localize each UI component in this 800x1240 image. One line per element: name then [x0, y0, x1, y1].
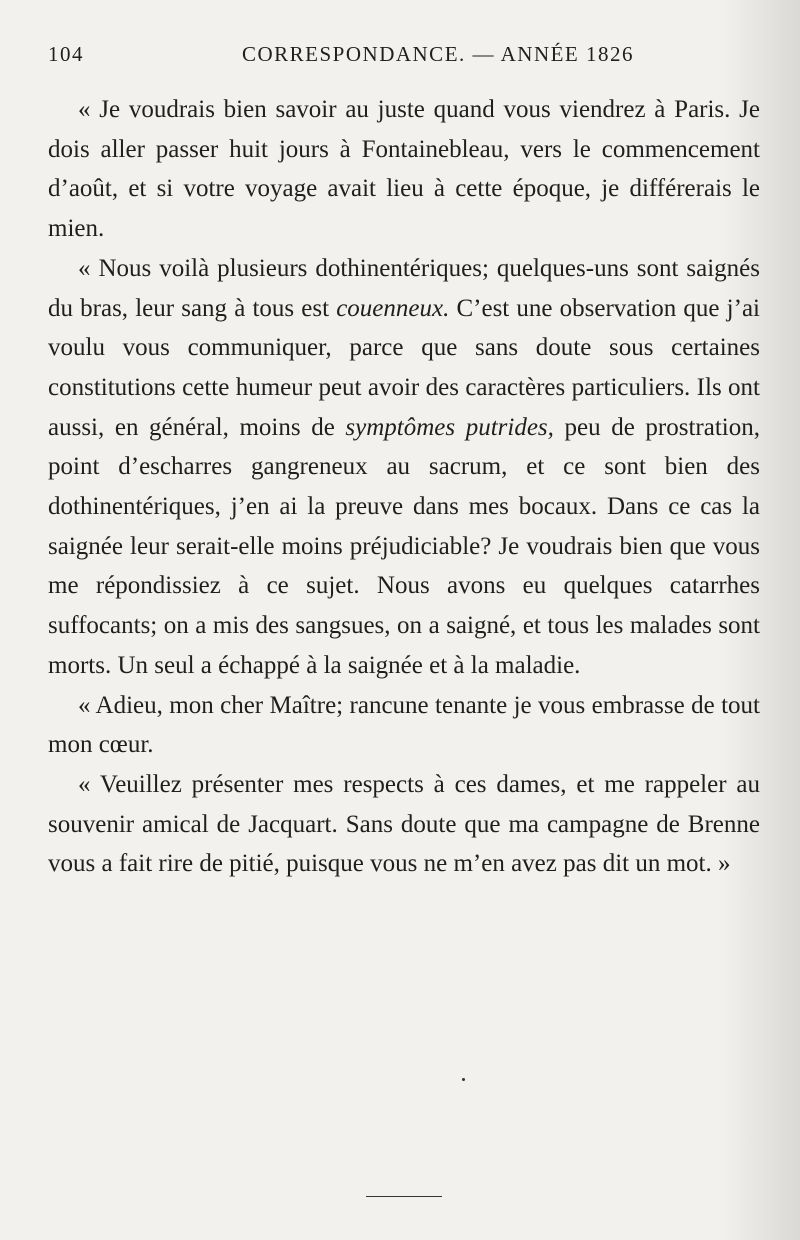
- letter-paragraph: [48, 249, 760, 686]
- letter-paragraph: [48, 90, 760, 249]
- closing-rule: [366, 1196, 442, 1197]
- text-run: « Veuillez présenter mes respects à ces dames, et me rappeler au souvenir amical de Jacquart. Sans doute que ma campagne de Brenne vous a fait rire de pitié, puisque vous ne m’en avez pas dit un mot. »: [48, 770, 760, 878]
- running-title: CORRESPONDANCE. — ANNÉE 1826: [241, 42, 635, 66]
- text-run: « Adieu, mon cher Maître; rancune tenante je vous embrasse de tout mon cœur.: [48, 691, 760, 759]
- text-run: « Je voudrais bien savoir au juste quand vous viendrez à Paris. Je dois aller passer huit jours à Fontainebleau, vers le commencement d’août, et si votre voyage avait lieu à cette époque, je différerais le mien.: [48, 96, 760, 243]
- text-run: peu de prostration, point d’escharres gangreneux au sacrum, et ce sont bien des dothinentériques, j’en ai la preuve dans mes bocaux. Dans ce cas la saignée leur serait-elle moins préjudiciable? Je voudrais bien que vous me répondissiez à ce sujet. Nous avons eu quelques catarrhes suffocants; on a mis des sangsues, on a saigné, et tous les malades sont morts. Un seul a échappé à la saignée et à la maladie.: [48, 413, 760, 679]
- text-run: « Nous voilà plusieurs dothinentériques; quelques-uns sont saignés du bras, leur sang à tous est: [48, 254, 760, 322]
- letter-paragraph: [48, 686, 760, 765]
- italic-phrase: symptômes putrides,: [345, 413, 554, 441]
- page-number: 104: [48, 42, 84, 66]
- page-header: [48, 42, 752, 76]
- letter-paragraph: [48, 765, 760, 884]
- text-run: C’est une observation que j’ai voulu vous communiquer, parce que sans doute sous certaines constitutions cette humeur peut avoir des caractères particuliers. Ils ont aussi, en général, moins de: [48, 294, 760, 441]
- italic-phrase: couenneux.: [336, 294, 450, 322]
- ink-speck: [462, 1078, 465, 1081]
- letter-body: [48, 90, 760, 884]
